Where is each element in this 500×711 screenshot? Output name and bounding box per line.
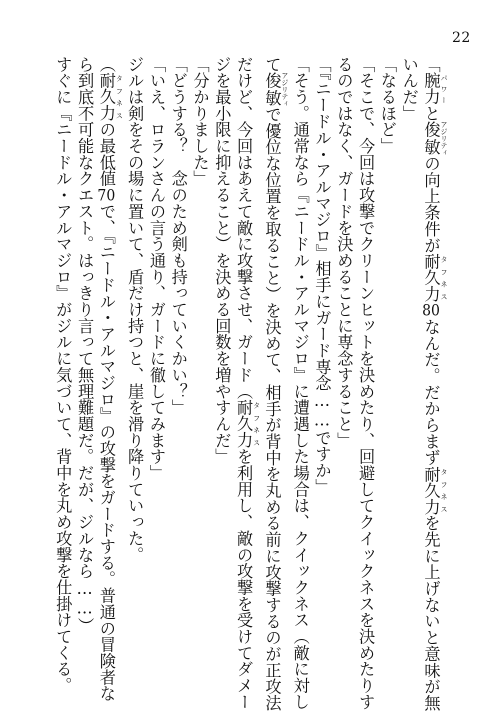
text-segment: ら到底不可能なクエスト。はっきり言って無理難題だ。だが、ジルなら……）: [75, 56, 95, 634]
text-line: [95, 56, 124, 702]
text-line: [398, 56, 420, 652]
ruby-reading: タフネス: [440, 465, 448, 515]
text-segment: ジルは剣をその場に置いて、盾だけ持つと、崖を滑り降りていった。: [125, 56, 145, 563]
text-line: [289, 56, 311, 710]
text-segment: 「なるほど」: [377, 56, 397, 155]
ruby-reading: タフネス: [115, 72, 124, 122]
ruby-annotation: [96, 72, 124, 122]
ruby-base: 耐久力: [96, 72, 116, 122]
text-segment: を利用し、敵の攻撃を受けてダメー: [234, 448, 254, 711]
ruby-reading: タフネス: [252, 399, 261, 449]
text-line: [51, 56, 73, 694]
ruby-base: 俊敏: [262, 71, 282, 107]
text-segment: 「そう。通常なら『ニードル・アルマジロ』に遭遇した場合は、クイックネス（敵に対し: [290, 56, 310, 710]
ruby-base: 耐久力: [421, 465, 441, 515]
text-segment: だけど、今回はあえて敵に攻撃させ、ガード（: [234, 56, 254, 400]
text-line: [420, 56, 448, 711]
ruby-base: 耐久力: [234, 399, 254, 449]
text-segment: の向上条件が: [421, 155, 441, 254]
text-line: [211, 56, 233, 652]
text-segment: ジを最小限に抑えること）を決める回数を増やすんだ」: [212, 56, 232, 465]
text-segment: 「: [421, 56, 441, 73]
ruby-annotation: [421, 72, 448, 106]
ruby-annotation: [421, 120, 448, 156]
ruby-reading: タフネス: [440, 253, 448, 303]
ruby-reading: パワー: [440, 72, 448, 106]
ruby-annotation: [262, 71, 289, 107]
text-line: [73, 56, 95, 652]
ruby-annotation: [421, 465, 448, 515]
ruby-base: 腕力: [421, 72, 441, 106]
number-text: 80: [422, 302, 440, 319]
text-line: [123, 56, 145, 652]
ruby-annotation: [234, 399, 261, 449]
text-segment: 「どうする？ 念のため剣も持っていくかい？」: [168, 56, 188, 416]
ruby-annotation: [421, 253, 448, 303]
text-segment: 「そこで、今回は攻撃でクリーンヒットを決めたり、回避してクイックネスを決めたりす: [356, 56, 376, 710]
text-segment: 「いえ、ロランさんの言う通り、ガードに徹してみます」: [146, 56, 166, 482]
text-segment: いんだ」: [399, 56, 419, 122]
text-segment: （: [96, 56, 116, 73]
text-segment: 「『ニードル・アルマジロ』相手にガード専念……ですか」: [312, 56, 332, 495]
text-line: [261, 56, 289, 711]
ruby-reading: アジリティ: [440, 120, 448, 156]
text-segment: で優位な位置を取ること）を決めて、相手が背中を丸める前に攻撃するのが正攻法: [262, 106, 282, 711]
text-segment: で、『ニードル・アルマジロ』の攻撃をガードする。普通の冒険者な: [96, 203, 116, 702]
ruby-base: 俊敏: [421, 120, 441, 156]
text-segment: て: [262, 56, 282, 73]
text-line: [189, 56, 211, 652]
text-line: [167, 56, 189, 652]
text-line: [376, 56, 398, 652]
text-segment: と: [421, 105, 441, 122]
ruby-base: 耐久力: [421, 253, 441, 303]
vertical-text-body: [53, 56, 448, 711]
text-segment: 「分かりました」: [190, 56, 210, 187]
text-segment: なんだ。だからまず: [421, 318, 441, 466]
text-line: [145, 56, 167, 652]
text-segment: すぐに『ニードル・アルマジロ』がジルに気づいて、背中を丸め攻撃を仕掛けてくる。: [53, 56, 73, 694]
page-number: 22: [452, 30, 471, 46]
text-segment: るのではなく、ガードを決めることに専念すること」: [334, 56, 354, 449]
text-segment: の最低値: [96, 121, 116, 187]
text-line: [311, 56, 333, 652]
text-line: [232, 56, 261, 711]
text-line: [333, 56, 355, 652]
number-text: 70: [97, 186, 116, 204]
text-line: [354, 56, 376, 710]
ruby-reading: アジリティ: [280, 71, 289, 107]
text-segment: を先に上げないと意味が無: [421, 514, 441, 711]
